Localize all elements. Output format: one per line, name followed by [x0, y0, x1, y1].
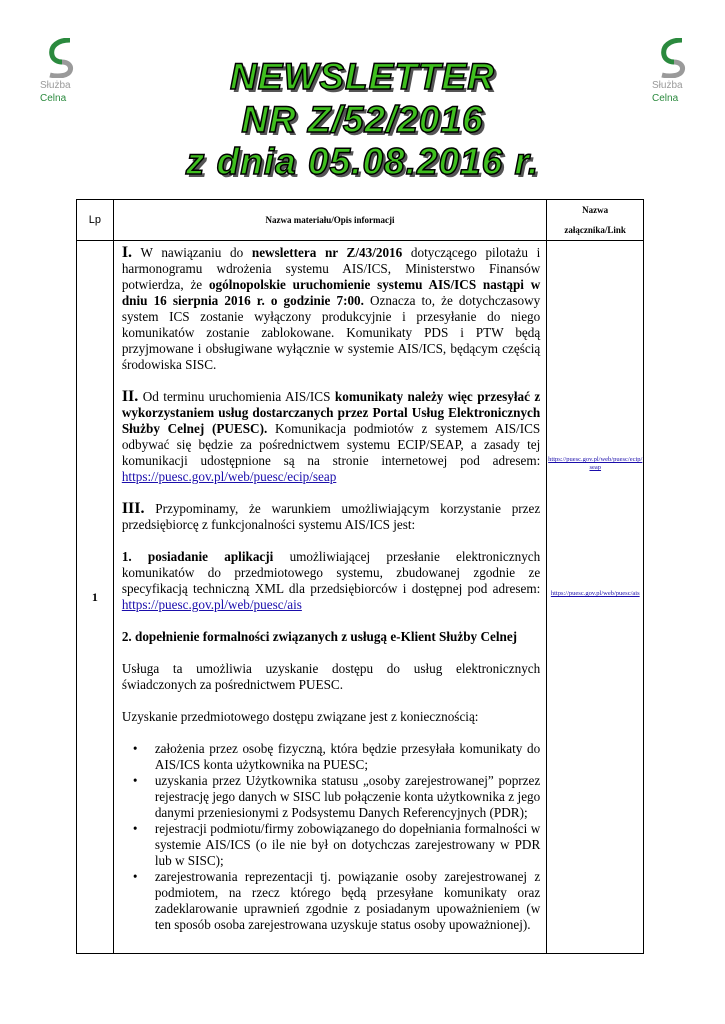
list-item: • uzyskania przez Użytkownika statusu „osoby zarejestrowanej” poprzez rejestrację jego danych w SISC lub połączenie konta użytkownika z jego danymi przeniesionymi z Podsystemu Danych Referencyjnych (PDR);	[145, 773, 540, 821]
text: dotyczącego pilotażu i harmonogramu wdrożenia systemu AIS/ICS, Ministerstwo Finansów potwierdza, że	[121, 245, 541, 292]
title-line3: z dnia 05.08.2016 r.	[185, 141, 540, 182]
header-attachment-line2: załącznika/Link	[564, 225, 626, 235]
paragraph-4	[122, 549, 540, 613]
paragraph-3	[122, 501, 540, 533]
logo-text-line1: Służba	[652, 80, 683, 91]
paragraph-2	[122, 389, 540, 485]
roman-numeral: II.	[121, 388, 139, 405]
newsletter-table	[76, 199, 644, 954]
text: W nawiązaniu do	[132, 245, 252, 260]
attachment-link-ecip-seap[interactable]: https://puesc.gov.pl/web/puesc/ecip/seap	[548, 456, 643, 471]
logo-text-line2: Celna	[40, 93, 67, 104]
roman-numeral: III.	[121, 500, 145, 517]
header-attachment	[547, 200, 644, 241]
title-line2: NR Z/52/2016	[241, 99, 484, 140]
list-item: • założenia przez osobę fizyczną, która będzie przesyłała komunikaty do AIS/ICS konta użytkownika na PUESC;	[145, 741, 540, 773]
text: umożliwiającej przesłanie elektronicznych komunikatów do przedmiotowego systemu, zbudowanej zgodnie ze specyfikacją techniczną XML dla przedsiębiorców i dostępnej pod adresem:	[121, 549, 541, 596]
requirements-list	[122, 741, 540, 933]
paragraph-7: Uzyskanie przedmiotowego dostępu związane jest z koniecznością:	[121, 709, 479, 724]
table-row	[77, 241, 644, 954]
attachment-link-ais[interactable]: https://puesc.gov.pl/web/puesc/ais	[550, 590, 640, 597]
text: Oznacza to, że dotychczasowy system ICS zostanie wyłączony produkcyjnie i przesyłanie do niego komunikatów zostanie zablokowane. Komunikaty PDS i PTW będą przyjmowane i obsługiwane wyłącznie w systemie AIS/ICS, będącym częścią środowiska SISC.	[121, 293, 541, 372]
list-item: • rejestracji podmiotu/firmy zobowiązanego do dopełniania formalności w systemie AIS/ICS (o ile nie był on dotychczas zarejestrowany w PDR lub w SISC);	[145, 821, 540, 869]
table-header-row	[77, 200, 644, 241]
header-lp: Lp	[77, 200, 114, 241]
roman-numeral: I.	[121, 244, 133, 261]
paragraph-5	[122, 629, 540, 645]
text: Od terminu uruchomienia AIS/ICS	[138, 389, 335, 404]
header-attachment-line1: Nazwa	[582, 205, 609, 215]
row-description	[113, 241, 546, 954]
logo-text-line1: Służba	[40, 80, 71, 91]
paragraph-6: Usługa ta umożliwia uzyskanie dostępu do usług elektronicznych świadczonych za pośrednictwem PUESC.	[121, 661, 541, 692]
bold-text: ogólnopolskie uruchomienie systemu AIS/ICS nastąpi w dniu 16 sierpnia 2016 r. o godzinie 7:00.	[121, 277, 541, 308]
bold-text: newslettera nr Z/43/2016	[251, 245, 403, 260]
bold-text: komunikaty należy więc przesyłać z wykorzystaniem usług dostarczanych przez Portal Usług Elektronicznych Służby Celnej (PUESC).	[121, 389, 541, 436]
text: Przypominamy, że warunkiem umożliwiającym korzystanie przez przedsiębiorcę z funkcjonalności systemu AIS/ICS jest:	[121, 501, 541, 532]
paragraph-1	[122, 245, 540, 373]
ais-link[interactable]: https://puesc.gov.pl/web/puesc/ais	[121, 597, 302, 612]
logo-text-line2: Celna	[652, 93, 679, 104]
ecip-seap-link[interactable]: https://puesc.gov.pl/web/puesc/ecip/seap	[121, 469, 337, 484]
list-item: • zarejestrowania reprezentacji tj. powiązanie osoby zarejestrowanej z podmiotem, na rzecz którego będą przesyłane komunikaty oraz zadeklarowanie uprawnień zgodnie z posiadanym upoważnieniem (w ten sposób osoba zarejestrowana uzyskuje status osoby upoważnionej).	[145, 869, 540, 933]
bold-text: 2. dopełnienie formalności związanych z usługą e-Klient Służby Celnej	[121, 629, 518, 644]
bold-text: 1. posiadanie aplikacji	[121, 549, 274, 564]
header-name: Nazwa materiału/Opis informacji	[113, 200, 546, 241]
title-line1: NEWSLETTER	[230, 56, 495, 97]
row-attachments	[547, 241, 644, 954]
text: Komunikacja podmiotów z systemem AIS/ICS odbywać się będzie za pośrednictwem systemu ECIP/SEAP, a zasady tej komunikacji udostępnione są na stronie internetowej pod adresem:	[121, 421, 541, 468]
row-number: 1	[77, 241, 114, 954]
